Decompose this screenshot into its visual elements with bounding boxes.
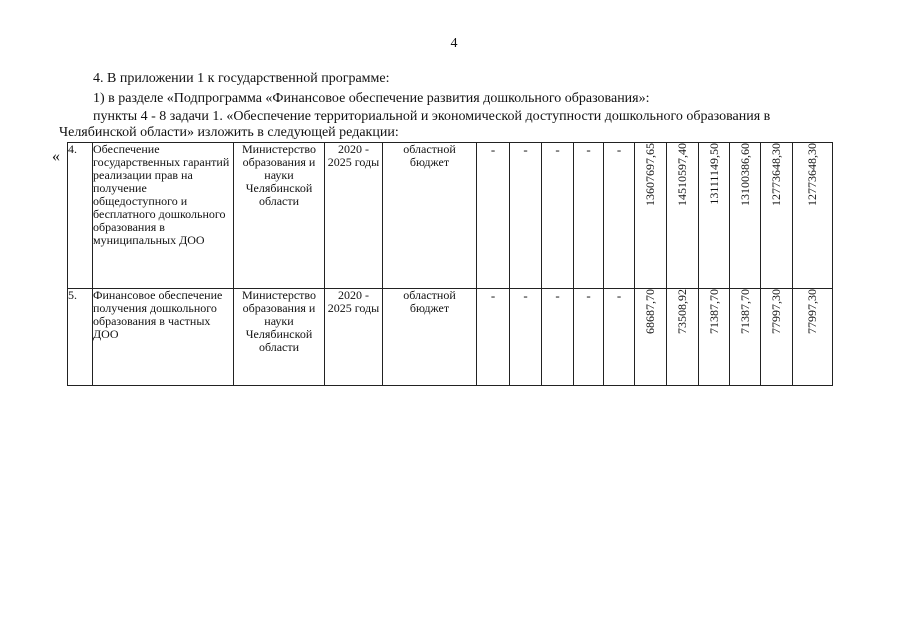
dash-cell: - <box>542 143 574 289</box>
value-cell <box>793 289 833 386</box>
value-text: 13111149,50 <box>706 143 721 205</box>
value-text: 68687,70 <box>643 289 657 334</box>
program-table <box>67 142 833 386</box>
value-cell <box>635 289 667 386</box>
funding-source-cell: областной бюджет <box>383 289 477 386</box>
value-text: 14510597,40 <box>675 143 689 206</box>
period-cell: 2020 - 2025 годы <box>325 289 383 386</box>
dash-cell: - <box>574 289 604 386</box>
value-cell <box>761 143 793 289</box>
value-text: 77997,30 <box>805 289 819 334</box>
measure-name: Обеспечение государственных гарантий реализации прав на получение общедоступного и бесплатного дошкольного образования в муниципальных ДОО <box>93 143 234 289</box>
table-row <box>68 143 833 289</box>
dash-cell: - <box>477 143 510 289</box>
value-cell <box>667 289 699 386</box>
paragraph-item-4: 4. В приложении 1 к государственной программе: <box>93 71 390 86</box>
value-cell <box>730 289 761 386</box>
paragraph-subsection-1: 1) в разделе «Подпрограмма «Финансовое обеспечение развития дошкольного образования»: <box>93 91 650 106</box>
row-number: 5. <box>68 289 93 386</box>
opening-quote-mark: « <box>52 148 60 165</box>
period-cell: 2020 - 2025 годы <box>325 143 383 289</box>
value-text: 13100386,60 <box>737 143 752 206</box>
page-number: 4 <box>450 36 458 51</box>
dash-cell: - <box>574 143 604 289</box>
value-cell <box>667 143 699 289</box>
value-text: 73508,92 <box>675 289 689 334</box>
value-text: 12773648,30 <box>805 143 819 206</box>
measure-name: Финансовое обеспечение получения дошкольного образования в частных ДОО <box>93 289 234 386</box>
dash-cell: - <box>604 143 635 289</box>
value-cell <box>699 143 730 289</box>
paragraph-points-line1: пункты 4 - 8 задачи 1. «Обеспечение территориальной и экономической доступности дошкольного образования в <box>93 109 771 124</box>
value-cell <box>635 143 667 289</box>
value-text: 12773648,30 <box>769 143 783 206</box>
row-number: 4. <box>68 143 93 289</box>
value-cell <box>793 143 833 289</box>
dash-cell: - <box>542 289 574 386</box>
dash-cell: - <box>510 289 542 386</box>
value-text: 13607697,65 <box>643 143 657 206</box>
value-text: 77997,30 <box>769 289 783 334</box>
value-text: 71387,70 <box>706 289 721 334</box>
dash-cell: - <box>510 143 542 289</box>
paragraph-points-line2: Челябинской области» изложить в следующей редакции: <box>59 125 399 140</box>
value-text: 71387,70 <box>737 289 752 334</box>
dash-cell: - <box>477 289 510 386</box>
value-cell <box>761 289 793 386</box>
value-cell <box>730 143 761 289</box>
funding-source-cell: областной бюджет <box>383 143 477 289</box>
value-cell <box>699 289 730 386</box>
table-row <box>68 289 833 386</box>
executor-cell: Министерство образования и науки Челябинской области <box>234 289 325 386</box>
executor-cell: Министерство образования и науки Челябинской области <box>234 143 325 289</box>
dash-cell: - <box>604 289 635 386</box>
